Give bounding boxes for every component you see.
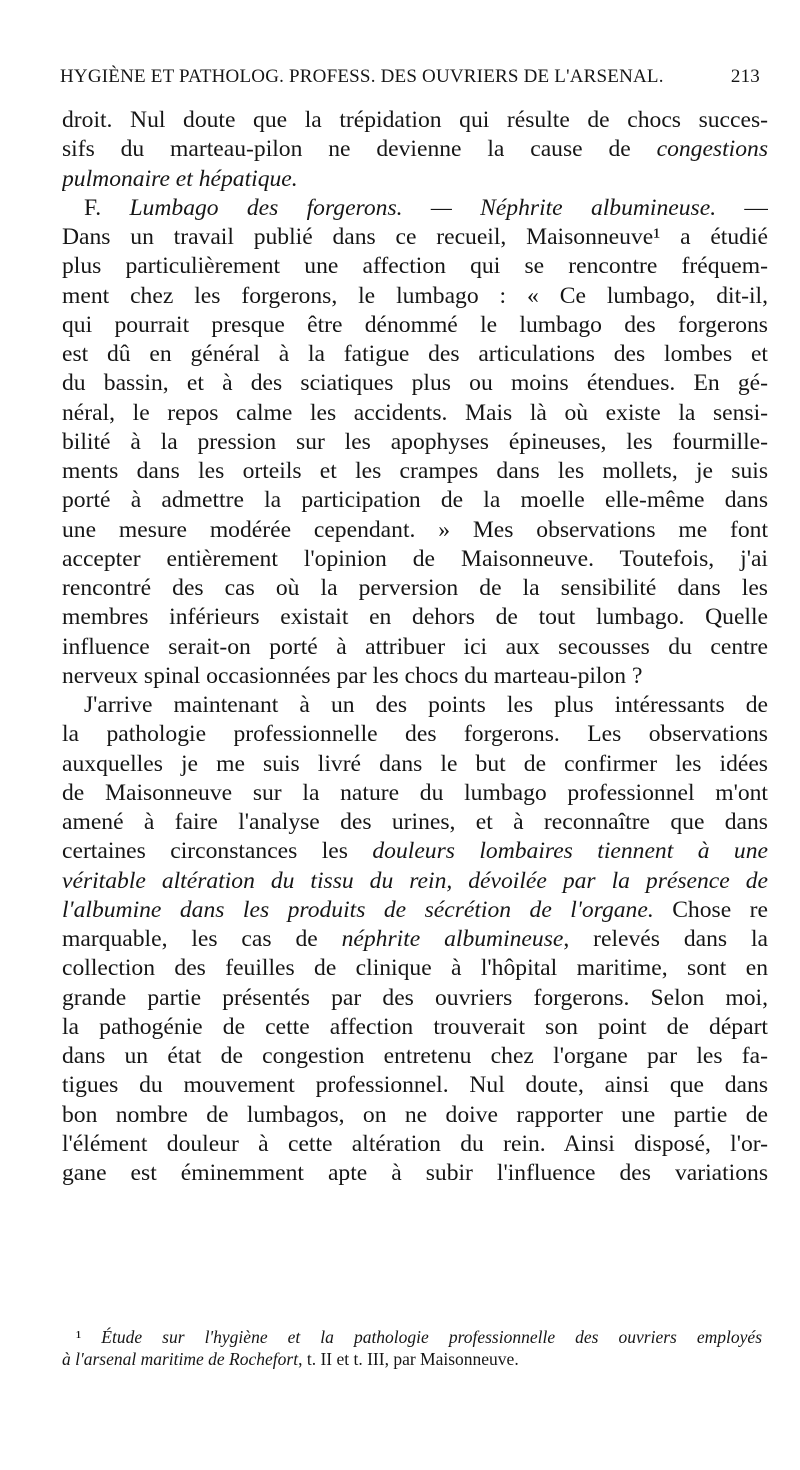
text-run: de Maisonneuve sur la nature du lumbago professionnel m'ont [62,779,768,806]
italic-text: l'albumine dans les produits de sécrétion de l'organe. [62,896,654,923]
body-line [62,369,768,398]
text-run: la pathogénie de cette affection trouverait son point de départ [62,1013,768,1040]
text-run: ments dans les orteils et les crampes dans les mollets, je suis [62,458,768,484]
text-run: gane est éminemment apte à subir l'influence des variations [62,1160,768,1186]
body-line [62,808,768,837]
text-run: bon nombre de lumbagos, on ne doive rapporter une partie de [62,1101,768,1128]
text-run: est dû en général à la fatigue des articulations des lombes et [62,341,768,367]
text-run: , t. II et t. III, par Maisonneuve. [298,1349,519,1369]
page-number: 213 [730,66,760,87]
footnote-line [62,1348,762,1370]
body-line [62,516,768,545]
body-line [62,486,768,515]
footnote [62,1326,762,1370]
body-line [62,837,768,866]
body-line [62,984,768,1013]
body-line [62,545,768,574]
text-run: Dans un travail publié dans ce recueil, Maisonneuve¹ a étudié [62,224,768,250]
text-run: J'arrive maintenant à un des points les plus intéressants de [84,692,768,718]
body-line [62,1130,768,1159]
body-line [62,574,768,603]
italic-text: néphrite albumineuse [341,926,564,952]
text-run: la pathologie professionnelle des forgerons. Les observations [62,721,768,748]
body-line [62,428,768,457]
text-run: certaines circonstances les [62,838,373,865]
text-run: dans un état de congestion entretenu chez l'organe par les fa- [62,1043,768,1069]
italic-text: véritable altération du tissu du rein, dévoilée par la présence de [62,867,768,894]
body-line [62,633,768,662]
text-run: F. [84,194,130,221]
text-run: bilité à la pression sur les apophyses épineuses, les fourmille- [62,428,768,455]
text-run: — [716,194,768,221]
body-line [62,165,768,194]
text-run: plus particulièrement une affection qui se rencontre fréquem- [62,253,768,280]
text-run: , relevés dans la [563,926,768,952]
text-run: l'élément douleur à cette altération du rein. Ainsi disposé, l'or- [62,1130,768,1157]
text-run: une mesure modérée cependant. » Mes observations me font [62,516,768,543]
text-run: droit. Nul doute que la trépidation qui résulte de chocs succes- [62,107,768,133]
italic-text: congestions [656,136,768,163]
body-line [62,223,768,252]
text-run: porté à admettre la participation de la moelle elle-même dans [62,487,768,514]
body-line [62,1071,768,1100]
italic-text: pulmonaire et hépatique. [62,165,298,192]
body-text [62,106,768,1188]
text-run: accepter entièrement l'opinion de Maisonneuve. Toutefois, j'ai [62,545,768,572]
body-line [62,662,768,691]
body-line [62,106,768,135]
body-line [62,311,768,340]
text-run: ¹ [76,1327,102,1347]
body-line [62,896,768,925]
text-run: qui pourrait presque être dénommé le lumbago des forgerons [62,311,768,338]
body-line [62,282,768,311]
body-line [62,399,768,428]
body-line [62,1013,768,1042]
text-run: sifs du marteau-pilon ne devienne la cause de [62,136,657,163]
text-run: néral, le repos calme les accidents. Mais là où existe la sensi- [62,399,768,426]
body-line [62,750,768,779]
text-run: ment chez les forgerons, le lumbago : « Ce lumbago, dit-il, [62,282,768,309]
body-line [62,252,768,281]
body-line [62,135,768,164]
running-title: HYGIÈNE ET PATHOLOG. PROFESS. DES OUVRIERS DE L'ARSENAL. [60,66,664,87]
body-line [62,925,768,954]
body-line [62,1101,768,1130]
body-line [62,603,768,632]
text-run: rencontré des cas où la perversion de la sensibilité dans les [62,575,768,601]
text-run: collection des feuilles de clinique à l'hôpital maritime, sont en [62,955,768,982]
body-line [62,1042,768,1071]
text-run: membres inférieurs existait en dehors de tout lumbago. Quelle [62,604,768,631]
italic-text: Lumbago des forgerons. — Néphrite albumineuse. [129,194,717,221]
text-run: amené à faire l'analyse des urines, et à reconnaître que dans [62,809,768,835]
body-line [62,779,768,808]
body-line [62,867,768,896]
running-head [60,60,760,96]
footnote-line [62,1326,762,1348]
text-run: grande partie présentés par des ouvriers forgerons. Selon moi, [62,984,768,1011]
text-run: du bassin, et à des sciatiques plus ou moins étendues. En gé- [62,370,768,397]
italic-text: douleurs lombaires tiennent à une [372,838,768,865]
italic-text: à l'arsenal maritime de Rochefort [62,1349,299,1369]
body-line [62,954,768,983]
body-line [62,1159,768,1188]
text-run: marquable, les cas de [62,926,342,952]
body-line [62,194,768,223]
body-line [62,457,768,486]
text-run: auxquelles je me suis livré dans le but de confirmer les idées [62,750,768,777]
body-line [62,340,768,369]
text-run: Chose re [653,896,768,923]
body-line [62,720,768,749]
text-run: tigues du mouvement professionnel. Nul doute, ainsi que dans [62,1072,768,1099]
text-run: influence serait-on porté à attribuer ici aux secousses du centre [62,633,768,660]
italic-text: Étude sur l'hygiène et la pathologie professionnelle des ouvriers employés [101,1327,763,1347]
text-run: nerveux spinal occasionnées par les chocs du marteau-pilon ? [62,662,643,689]
body-line [62,691,768,720]
